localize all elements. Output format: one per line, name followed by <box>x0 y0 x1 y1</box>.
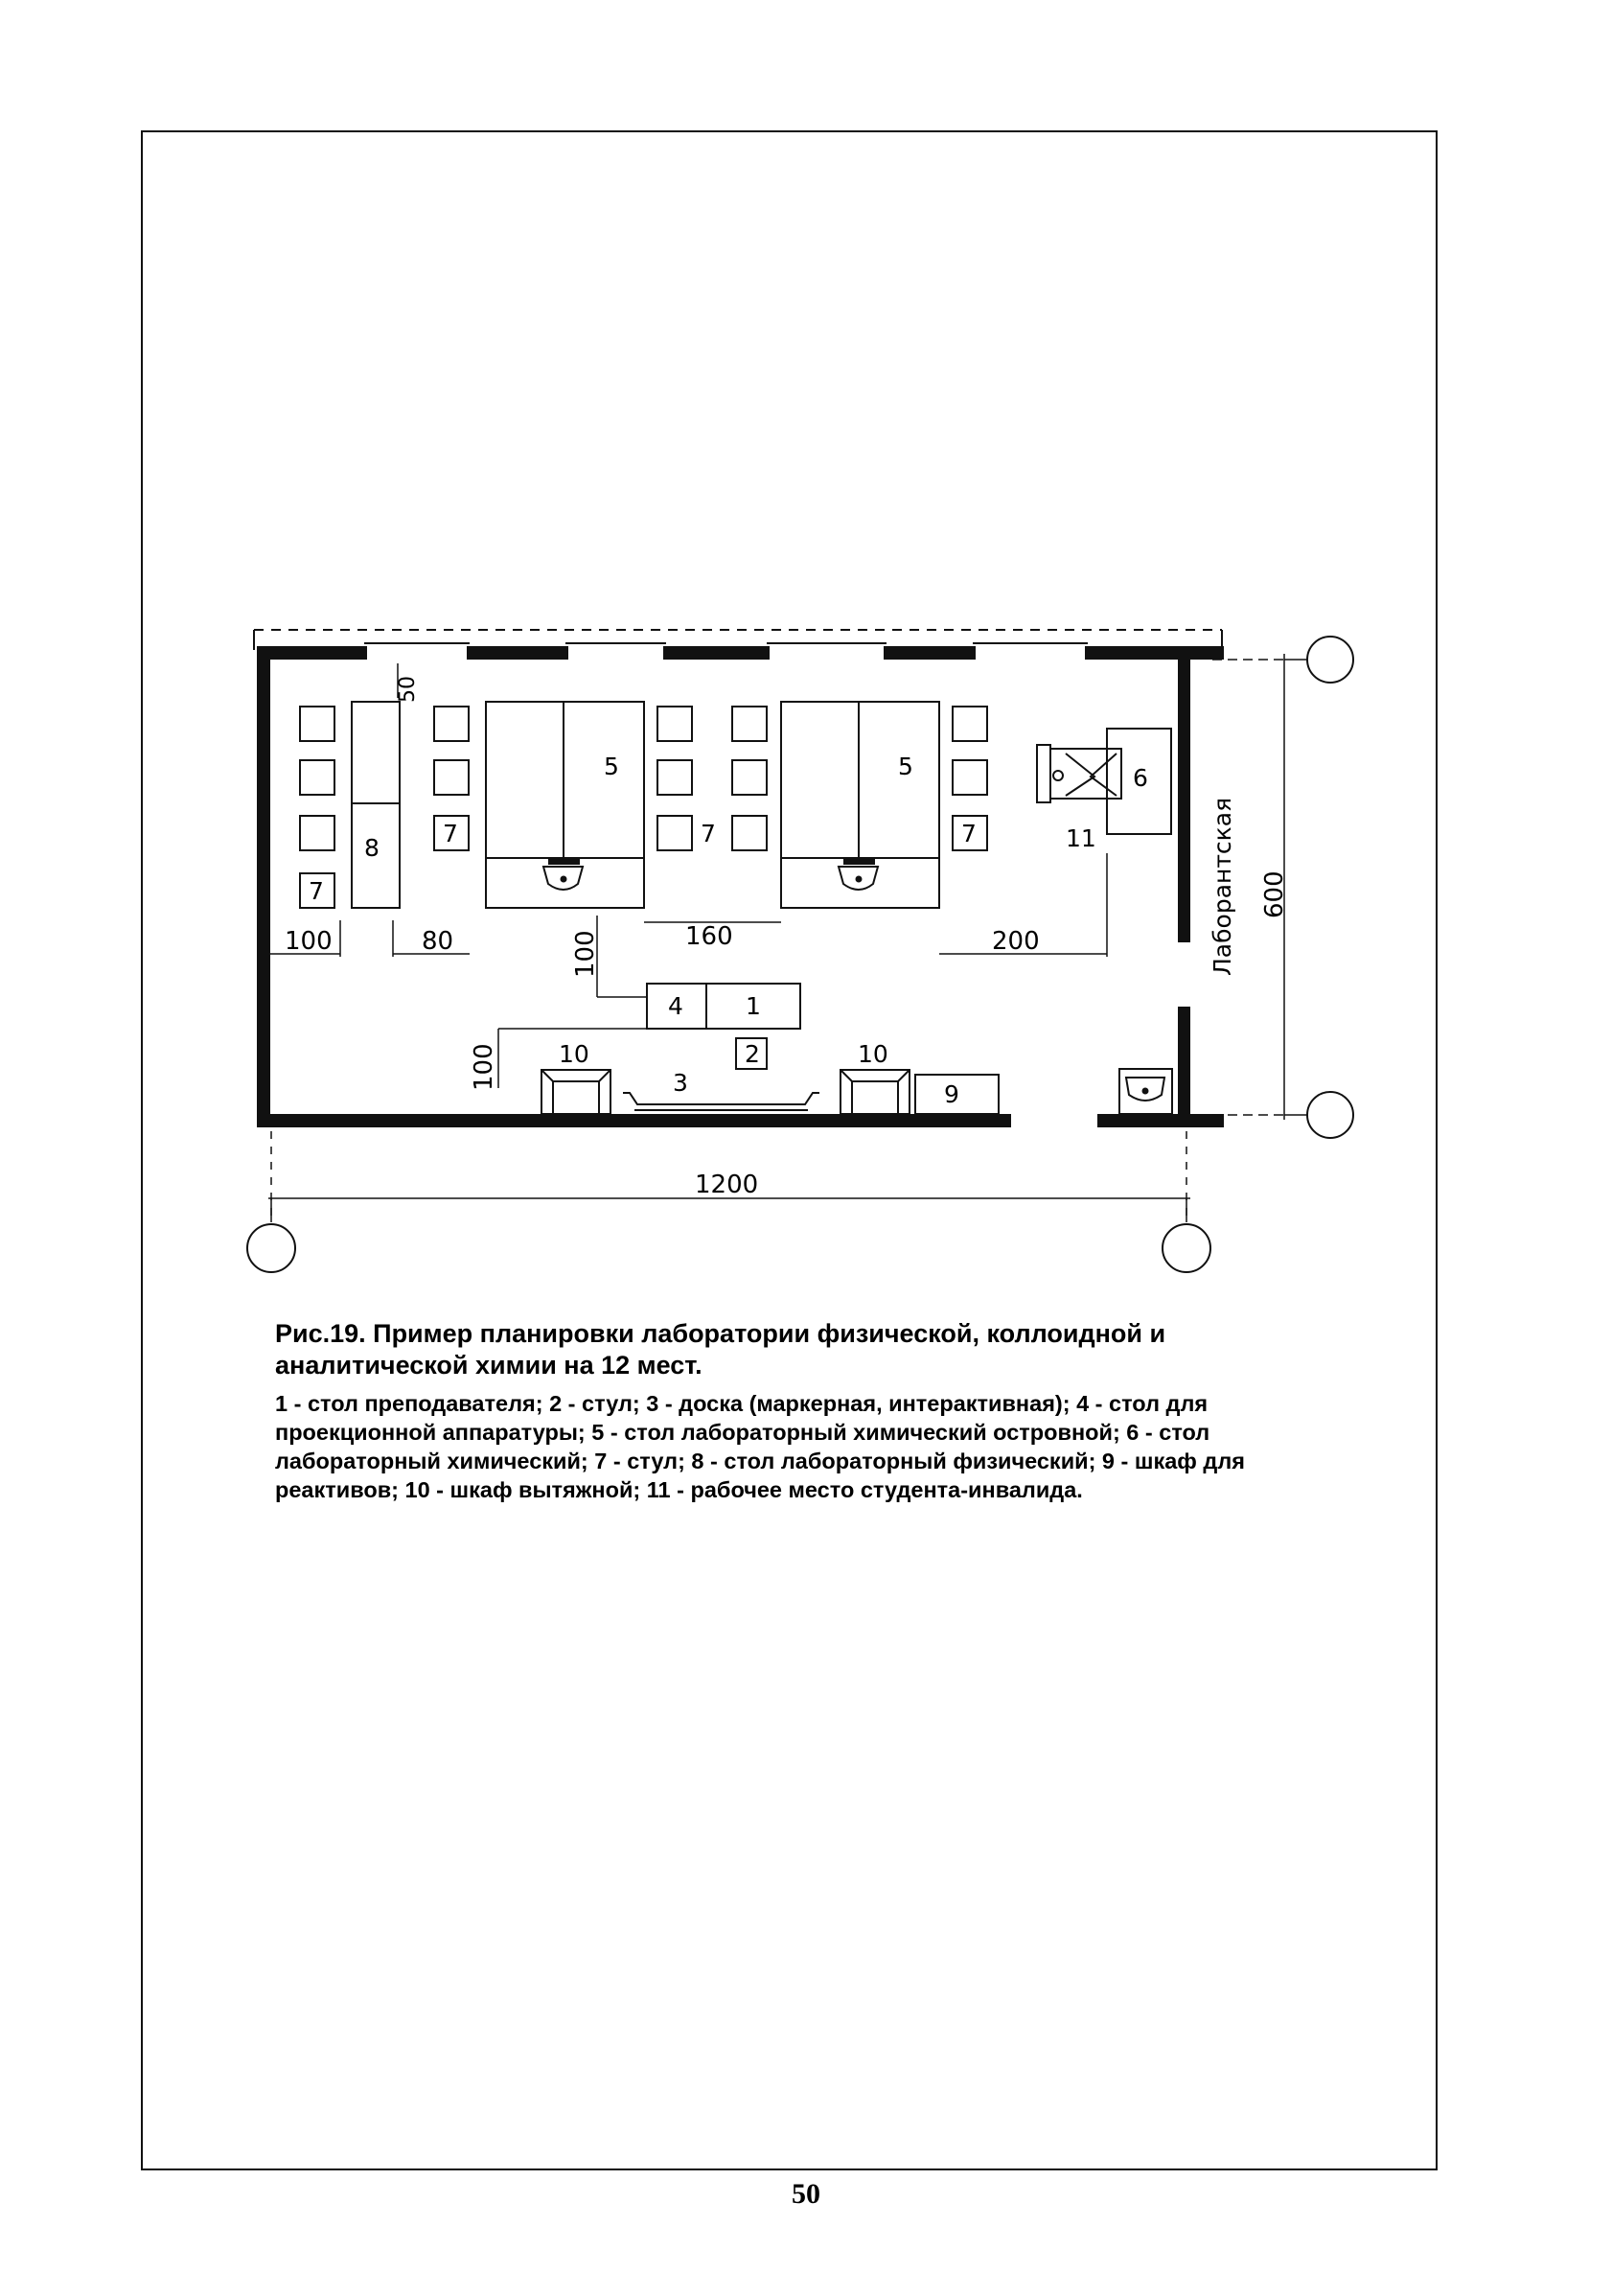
wall-bottom-right <box>1097 1114 1224 1127</box>
wall-segment <box>257 646 367 660</box>
label-board: 3 <box>673 1069 688 1097</box>
label-projection-table: 4 <box>668 992 683 1020</box>
wall-bottom <box>257 1114 1011 1127</box>
partition-lower <box>1178 1007 1190 1122</box>
partition-upper <box>1178 660 1190 942</box>
label-island-table-right: 5 <box>898 753 913 780</box>
fume-hood-right <box>841 1070 910 1114</box>
label-teacher-table: 1 <box>746 992 761 1020</box>
fume-hood-left <box>541 1070 610 1114</box>
label-stool: 7 <box>701 820 716 847</box>
dim-600: 600 <box>1260 870 1289 918</box>
label-physics-table: 8 <box>364 834 380 862</box>
wheelchair-icon <box>1037 745 1050 802</box>
label-stool: 7 <box>961 820 977 847</box>
dim-1200: 1200 <box>695 1171 759 1199</box>
figure-caption <box>275 1318 1291 1504</box>
dim-200: 200 <box>992 927 1040 956</box>
axis-marker <box>247 1224 295 1272</box>
label-chem-table: 6 <box>1133 764 1148 792</box>
page-number: 50 <box>792 2178 820 2210</box>
dim-50: 50 <box>396 676 420 703</box>
dim-100-bottom: 100 <box>470 1043 498 1091</box>
axis-marker <box>1307 637 1353 683</box>
label-teacher-chair: 2 <box>745 1040 760 1068</box>
caption-title: Рис.19. Пример планировки лаборатории физической, коллоидной и аналитической химии на 12 мест. <box>275 1319 1166 1380</box>
dim-100-mid: 100 <box>571 930 600 978</box>
physics-table <box>352 702 400 908</box>
axis-marker <box>1307 1092 1353 1138</box>
label-disabled-workplace: 11 <box>1066 824 1096 852</box>
wall-segment <box>467 646 568 660</box>
dim-100-left: 100 <box>285 927 333 956</box>
label-reagent-cabinet: 9 <box>944 1080 959 1108</box>
label-stool: 7 <box>443 820 458 847</box>
dim-80: 80 <box>422 927 454 956</box>
wall-left <box>257 646 270 1127</box>
axis-marker <box>1163 1224 1210 1272</box>
board <box>623 1093 819 1104</box>
label-stool: 7 <box>309 877 324 905</box>
caption-legend: 1 - стол преподавателя; 2 - стул; 3 - доска (маркерная, интерактивная); 4 - стол для проекционной аппаратуры; 5 - стол лабораторный химический островной; 6 - стол лабораторный химический; 7 - стул; 8 - стол лабораторный физический; 9 - шкаф для реактивов; 10 - шкаф вытяжной; 11 - рабочее место студента-инвалида. <box>275 1391 1245 1502</box>
label-island-table-left: 5 <box>604 753 619 780</box>
walls <box>257 646 1224 1127</box>
wall-segment <box>663 646 770 660</box>
wall-segment <box>884 646 976 660</box>
room-label-laborant: Лаборантская <box>1209 797 1236 976</box>
wall-segment <box>1085 646 1224 660</box>
label-fume-hood-right: 10 <box>858 1040 888 1068</box>
label-fume-hood-left: 10 <box>559 1040 589 1068</box>
dim-160: 160 <box>685 922 733 951</box>
